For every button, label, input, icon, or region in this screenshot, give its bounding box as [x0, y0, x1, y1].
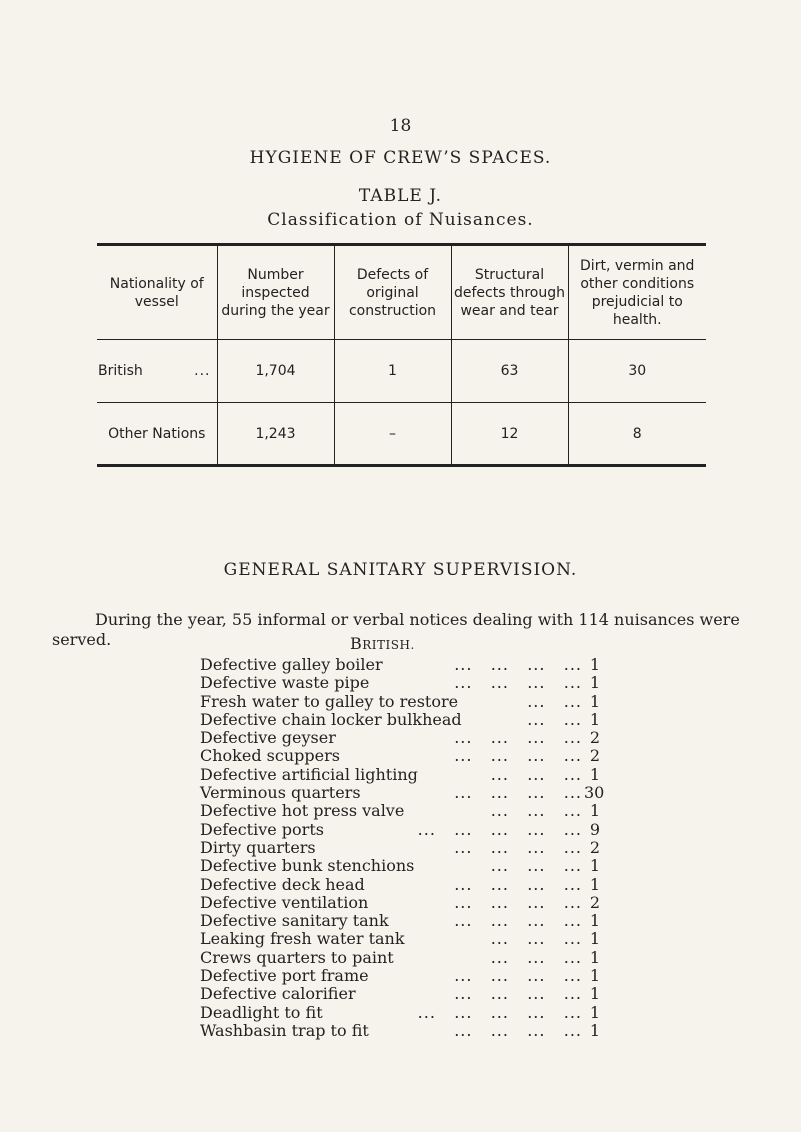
item-label: Defective port frame	[200, 966, 369, 986]
cell-inspected: 1,243	[217, 403, 334, 466]
item-count: 1	[589, 1020, 600, 1040]
item-count: 1	[589, 764, 600, 784]
cell-original-construction: 1	[334, 340, 451, 403]
list-item	[200, 912, 600, 930]
item-label: Defective ventilation	[200, 892, 369, 912]
leader-dots: ... ... ... ...	[454, 984, 582, 1004]
header-nationality: Nationality of vessel	[97, 245, 217, 340]
cell-original-construction: –	[334, 403, 451, 466]
item-label: Leaking fresh water tank	[200, 929, 405, 949]
item-count: 30	[584, 783, 605, 803]
cell-dirt-vermin: 30	[568, 340, 706, 403]
item-label: Deadlight to fit	[200, 1002, 323, 1022]
british-heading	[350, 634, 415, 653]
list-item	[200, 766, 600, 784]
list-item	[200, 656, 600, 674]
leader-dots: ... ...	[527, 709, 582, 729]
list-item	[200, 693, 600, 711]
cell-wear-and-tear: 63	[451, 340, 568, 403]
list-item	[200, 857, 600, 875]
leader-dots: ... ... ...	[490, 856, 582, 876]
leader-dots: ... ... ...	[490, 801, 582, 821]
leader-dots: ... ... ... ...	[454, 1020, 582, 1040]
item-label: Defective bunk stenchions	[200, 856, 415, 876]
header-inspected: Number inspected during the year	[217, 245, 334, 340]
item-label: Defective sanitary tank	[200, 911, 389, 931]
item-label: Dirty quarters	[200, 837, 316, 857]
page-title: HYGIENE OF CREW’S SPACES.	[249, 148, 552, 168]
british-heading-initial: B	[350, 634, 363, 653]
leader-dots: ... ... ... ...	[454, 673, 582, 693]
item-label: Defective artificial lighting	[200, 764, 418, 784]
item-label: Defective galley boiler	[200, 655, 383, 674]
list-item	[200, 876, 600, 894]
list-item	[200, 894, 600, 912]
leader-dots: ... ... ...	[490, 764, 582, 784]
page-number: 18	[389, 116, 412, 136]
list-item	[200, 930, 600, 948]
list-item	[200, 1022, 600, 1040]
item-label: Crews quarters to paint	[200, 947, 394, 967]
cell-inspected: 1,704	[217, 340, 334, 403]
nuisance-list	[200, 655, 605, 1040]
item-label: Choked scuppers	[200, 746, 340, 766]
item-label: Fresh water to galley to restore	[200, 691, 459, 711]
cell-nationality	[97, 340, 217, 403]
leader-dots: ... ... ...	[490, 947, 582, 967]
leader-dots: ... ...	[527, 691, 582, 711]
header-original-construction: Defects of original construction	[334, 245, 451, 340]
item-count: 2	[589, 746, 600, 766]
item-count: 1	[589, 1002, 600, 1022]
item-count: 2	[589, 728, 600, 748]
item-count: 1	[589, 947, 600, 967]
item-count: 1	[589, 655, 600, 674]
cell-wear-and-tear: 12	[451, 403, 568, 466]
table-label: TABLE J.	[358, 186, 443, 206]
section-heading: GENERAL SANITARY SUPERVISION.	[223, 560, 578, 580]
item-label: Defective calorifier	[200, 984, 356, 1004]
nuisance-classification-table	[97, 243, 706, 467]
item-count: 1	[589, 874, 600, 894]
item-count: 1	[589, 801, 600, 821]
header-wear-and-tear: Structural defects through wear and tear	[451, 245, 568, 340]
british-heading-rest: RITISH.	[362, 638, 415, 652]
item-count: 1	[589, 966, 600, 986]
item-count: 9	[589, 819, 600, 839]
leader-dots: ... ... ... ... ...	[417, 819, 582, 839]
list-item	[200, 985, 600, 1003]
intro-paragraph: During the year, 55 informal or verbal notices dealing with 114 nuisances were served.	[52, 610, 740, 649]
list-item	[200, 674, 600, 692]
table-subtitle: Classification of Nuisances.	[267, 210, 534, 230]
item-label: Defective waste pipe	[200, 673, 370, 693]
item-label: Verminous quarters	[200, 783, 361, 803]
cell-dirt-vermin: 8	[568, 403, 706, 466]
list-item	[200, 1004, 600, 1022]
leader-dots: ...	[194, 363, 211, 379]
item-count: 1	[589, 984, 600, 1004]
list-item	[200, 783, 605, 803]
list-item	[200, 711, 600, 729]
nationality-label: British	[98, 363, 143, 379]
leader-dots: ... ... ... ...	[454, 746, 582, 766]
item-count: 1	[589, 709, 600, 729]
list-item	[200, 729, 600, 747]
leader-dots: ... ... ... ...	[454, 655, 582, 674]
leader-dots: ... ... ... ...	[454, 728, 582, 748]
table-row	[97, 403, 706, 466]
leader-dots: ... ... ...	[490, 929, 582, 949]
list-item	[200, 747, 600, 765]
item-count: 1	[589, 673, 600, 693]
item-label: Defective geyser	[200, 728, 336, 748]
item-label: Defective hot press valve	[200, 801, 405, 821]
item-count: 1	[589, 911, 600, 931]
list-item	[200, 967, 600, 985]
leader-dots: ... ... ... ... ...	[417, 1002, 582, 1022]
leader-dots: ... ... ... ...	[454, 783, 582, 803]
leader-dots: ... ... ... ...	[454, 892, 582, 912]
leader-dots: ... ... ... ...	[454, 966, 582, 986]
item-label: Washbasin trap to fit	[200, 1020, 369, 1040]
list-item	[200, 839, 600, 857]
list-item	[200, 821, 600, 839]
header-dirt-vermin: Dirt, vermin and other conditions prejudicial to health.	[568, 245, 706, 340]
item-label: Defective ports	[200, 819, 324, 839]
leader-dots: ... ... ... ...	[454, 837, 582, 857]
item-count: 1	[589, 691, 600, 711]
item-label: Defective deck head	[200, 874, 365, 894]
item-count: 2	[589, 837, 600, 857]
table-header-row	[97, 245, 706, 340]
cell-nationality: Other Nations	[97, 403, 217, 466]
item-count: 1	[589, 929, 600, 949]
leader-dots: ... ... ... ...	[454, 874, 582, 894]
item-label: Defective chain locker bulkhead	[200, 709, 462, 729]
list-item	[200, 802, 600, 820]
item-count: 1	[589, 856, 600, 876]
leader-dots: ... ... ... ...	[454, 911, 582, 931]
list-item	[200, 949, 600, 967]
table-row	[97, 340, 706, 403]
item-count: 2	[589, 892, 600, 912]
